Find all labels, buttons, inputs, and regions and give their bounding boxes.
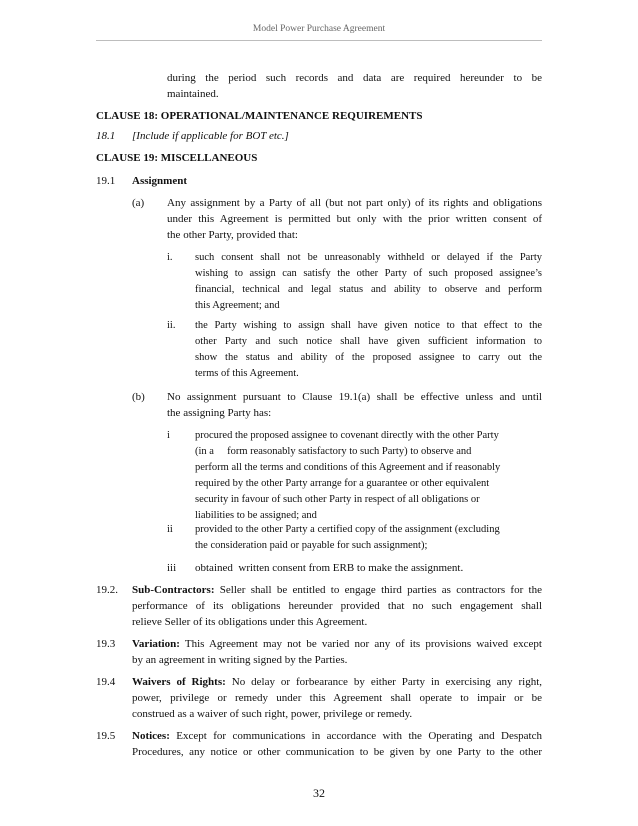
- clause-19-3-line-2: by an agreement in writing signed by the Parties.: [132, 654, 348, 666]
- item-b-iii-label: iii: [167, 562, 177, 574]
- continuation-line-1: during the period such records and data are required hereunder to be: [167, 72, 542, 84]
- page-number: 32: [313, 786, 325, 800]
- clause-19-2-line-3: relieve Seller of its obligations under this Agreement.: [132, 616, 368, 628]
- clause-19-3-line-1: [132, 636, 542, 652]
- item-b-line-2: the assigning Party has:: [167, 407, 272, 419]
- clause-19-4-line-1-text: No delay or forbearance by either Party in exercising any right,: [225, 676, 542, 688]
- clause-18-1-number: 18.1: [96, 130, 116, 142]
- item-a-label: (a): [132, 197, 145, 209]
- clause-19-5-line-1: [132, 728, 542, 744]
- item-a-i-line-3: financial, technical and legal status and ability to observe and perform: [195, 284, 542, 295]
- item-a-line-1: Any assignment by a Party of all (but not part only) of its rights and obligations: [167, 197, 542, 209]
- item-a-ii-line-2: other Party and such notice shall have given sufficient information to: [195, 336, 542, 347]
- clause-19-2-number: 19.2.: [96, 584, 118, 596]
- clause-19-3-number: 19.3: [96, 638, 116, 650]
- item-a-line-2: under this Agreement is permitted but only with the prior written consent of: [167, 213, 542, 225]
- clause-19-2-title: Sub-Contractors:: [132, 584, 215, 596]
- item-b-i-line-4: required by the other Party arrange for a guarantee or other equivalent: [195, 478, 490, 489]
- item-b-i-line-5: security in favour of such other Party in respect of all obligations or: [195, 494, 480, 505]
- clause-19-3-title: Variation:: [132, 638, 180, 650]
- item-a-i-line-4: this Agreement; and: [195, 300, 280, 311]
- clause-18-1-text: [Include if applicable for BOT etc.]: [132, 130, 289, 142]
- clause-19-1-number: 19.1: [96, 175, 116, 187]
- clause-19-2-line-1: [132, 582, 542, 598]
- clause-19-5-line-2: Procedures, any notice or other communication to be given by one Party to the other: [132, 746, 542, 758]
- item-a-ii-line-4: terms of this Agreement.: [195, 368, 299, 379]
- item-b-ii-label: ii: [167, 524, 173, 535]
- item-a-line-3: the other Party, provided that:: [167, 229, 298, 241]
- clause-19-4-line-2: power, privilege or remedy under this Agreement shall operate to impair or be: [132, 692, 542, 704]
- clause-19-4-title: Waivers of Rights:: [132, 676, 226, 688]
- item-b-iii-line-1: obtained written consent from ERB to make the assignment.: [195, 562, 464, 574]
- item-a-i-label: i.: [167, 252, 173, 263]
- item-b-i-line-2: (in a form reasonably satisfactory to such Party) to observe and: [195, 446, 472, 457]
- item-a-ii-line-1: the Party wishing to assign shall have given notice to that effect to the: [195, 320, 542, 331]
- clause-19-5-number: 19.5: [96, 730, 116, 742]
- item-a-ii-line-3: show the status and ability of the proposed assignee to carry out the: [195, 352, 542, 363]
- item-b-i-line-1: procured the proposed assignee to covenant directly with the other Party: [195, 430, 499, 441]
- item-a-ii-label: ii.: [167, 320, 176, 331]
- clause-19-5-title: Notices:: [132, 730, 170, 742]
- clause-19-2-line-1-text: Seller shall be entitled to engage third parties as contractors for the: [214, 584, 542, 596]
- item-b-line-1: No assignment pursuant to Clause 19.1(a) shall be effective unless and until: [167, 391, 542, 403]
- item-b-label: (b): [132, 391, 145, 403]
- clause-19-2-line-2: performance of its obligations hereunder provided that no such engagement shall: [132, 600, 542, 612]
- item-b-i-line-6: liabilities to be assigned; and: [195, 510, 317, 521]
- clause-19-4-line-3: construed as a waiver of such right, power, privilege or remedy.: [132, 708, 413, 720]
- item-b-i-line-3: perform all the terms and conditions of this Agreement and if reasonably: [195, 462, 501, 473]
- item-b-ii-line-2: the consideration paid or payable for such assignment);: [195, 540, 428, 551]
- item-a-i-line-2: wishing to assign can satisfy the other Party of such proposed assignee’s: [195, 268, 542, 279]
- clause-19-5-line-1-text: Except for communications in accordance with the Operating and Despatch: [169, 730, 542, 742]
- clause-19-4-line-1: [132, 674, 542, 690]
- item-b-i-label: i: [167, 430, 170, 441]
- clause-19-3-line-1-text: This Agreement may not be varied nor any of its provisions waived except: [179, 638, 542, 650]
- clause-19-1-title: Assignment: [132, 175, 188, 187]
- clause-19-heading: CLAUSE 19: MISCELLANEOUS: [96, 152, 258, 164]
- clause-18-heading: CLAUSE 18: OPERATIONAL/MAINTENANCE REQUIREMENTS: [96, 110, 423, 122]
- clause-19-4-number: 19.4: [96, 676, 116, 688]
- continuation-line-2: maintained.: [167, 88, 219, 100]
- item-b-ii-line-1: provided to the other Party a certified copy of the assignment (excluding: [195, 524, 500, 535]
- item-a-i-line-1: such consent shall not be unreasonably withheld or delayed if the Party: [195, 252, 542, 263]
- running-header: Model Power Purchase Agreement: [96, 24, 542, 41]
